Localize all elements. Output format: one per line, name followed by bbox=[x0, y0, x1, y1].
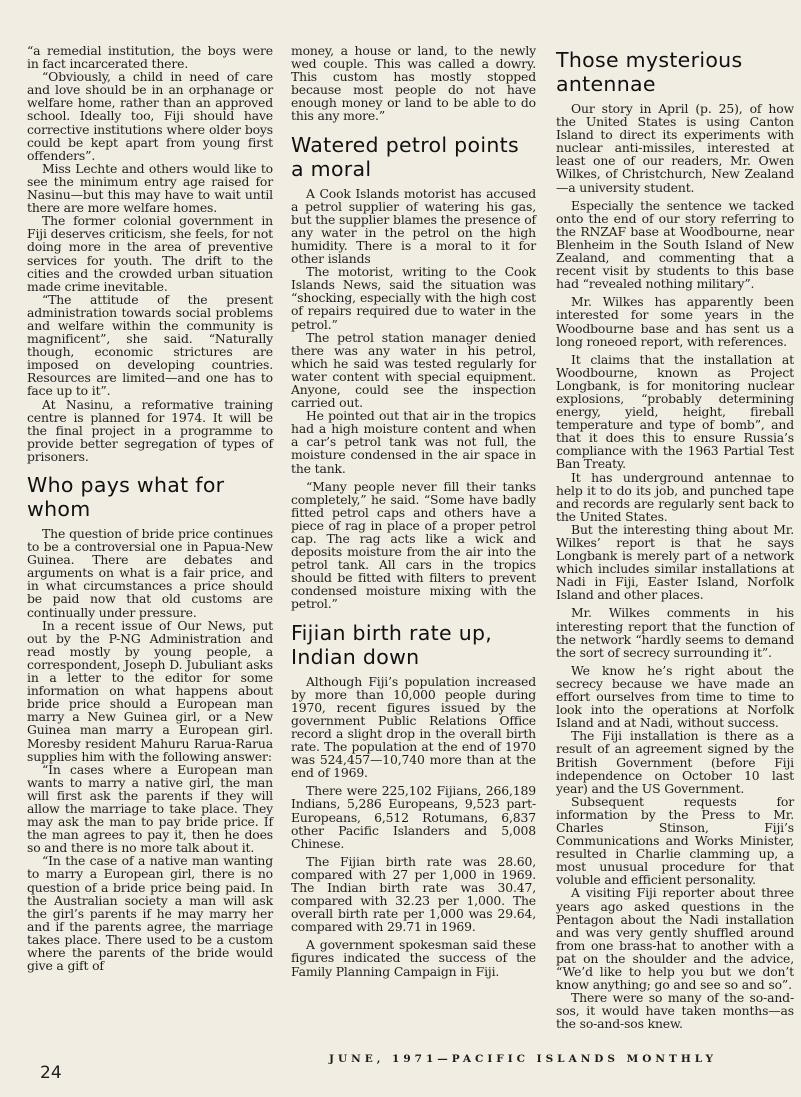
article-paragraph: Subsequent requests for information by the Press to Mr. Charles Stinson, Fiji’s Communications and Works Minister, resulted in Charlie clamming up, a most unusual procedure for that voluble and efficient personality. bbox=[556, 793, 794, 888]
footer-issue-line: JUNE, 1971—PACIFIC ISLANDS MONTHLY bbox=[329, 1053, 717, 1065]
article-paragraph: Especially the sentence we tacked onto the end of our story referring to the RNZAF base at Woodbourne, near Blenheim in the South Island of New Zealand, and commenting that a recent visit by students to this base had “revealed nothing military”. bbox=[556, 197, 794, 292]
article-paragraph: The petrol station manager denied there was any water in his petrol, which he said was tested regularly for water content with special equipment. Anyone, could see the inspection carried out. bbox=[291, 329, 536, 411]
article-paragraph: It has underground antennae to help it to do its job, and punched tape and records are regularly sent back to the United States. bbox=[556, 469, 794, 524]
article-paragraph: A visiting Fiji reporter about three years ago asked questions in the Pentagon about the Nadi installation and was very gently shuffled around from one brass-hat to another with a pat on the shoulder and the advice, “We’d like to help you but we don’t know anything; go and see so and so”. bbox=[556, 885, 794, 993]
article-paragraph: He pointed out that air in the tropics had a high moisture content and when a car’s petrol tank was not full, the moisture condensed in the air space in the tank. bbox=[291, 408, 536, 476]
headline-watered-petrol: Watered petrol points a moral bbox=[291, 132, 519, 181]
article-paragraph: Although Fiji’s population increased by more than 10,000 people during 1970, recent figures issued by the government Public Relations Office record a slight drop in the overall birth rate. The population at the end of 1970 was 524,457—10,740 more than at the end of 1969. bbox=[291, 673, 536, 781]
article-paragraph: There were so many of the so-and-sos, it would have taken months—as the so-and-sos knew. bbox=[556, 990, 794, 1032]
article-paragraph: Mr. Wilkes has apparently been interested for some years in the Woodbourne base and has sent us a long roneoed report, with references. bbox=[556, 294, 794, 349]
article-paragraph: money, a house or land, to the newly wed couple. This was called a dowry. This custom has mostly stopped because most people do not have enough money or land to be able to do this any more.” bbox=[291, 43, 536, 124]
article-paragraph: But the interesting thing about Mr. Wilkes’ report is that he says Longbank is merely part of a network which includes similar installations at Nadi in Fiji, Easter Island, Norfolk Island and other places. bbox=[556, 521, 794, 603]
headline-birth-rate: Fijian birth rate up, Indian down bbox=[291, 620, 493, 669]
article-paragraph: The question of bride price continues to be a controversial one in Papua-New Guinea. There are debates and arguments on what is a fair price, and in what circumstances a price should be paid now that old customs are continually under pressure. bbox=[27, 526, 273, 620]
article-paragraph: “The attitude of the present administration towards social problems and welfare within the community is magnificent”, she said. “Naturally though, economic strictures are imposed on developing countries. Resources are limited—and one has to face up to it”. bbox=[27, 291, 273, 399]
article-paragraph: At Nasinu, a reformative training centre is planned for 1974. It will be the final project in a programme to provide better segregation of types of prisoners. bbox=[27, 396, 273, 464]
article-paragraph: Miss Lechte and others would like to see the minimum entry age raised for Nasinu—but this may have to wait until there are more welfare homes. bbox=[27, 160, 273, 216]
article-paragraph: There were 225,102 Fijians, 266,189 Indians, 5,286 Europeans, 9,523 part-Europeans, 6,512 Rotumans, 6,837 other Pacific Islanders and 5,008 Chinese. bbox=[291, 783, 536, 851]
article-paragraph: The Fiji installation is there as a result of an agreement signed by the British Government (before Fiji independence on October 10 last year) and the US Government. bbox=[556, 728, 794, 796]
column-right bbox=[556, 48, 794, 1030]
article-paragraph: We know he’s right about the secrecy because we have made an effort ourselves from time to time to look into the operations at Norfolk Island and at Nadi, without success. bbox=[556, 662, 794, 731]
article-paragraph: “a remedial institution, the boys were in fact incarcerated there. bbox=[27, 43, 273, 72]
article-paragraph: “Many people never fill their tanks completely,” he said. “Some have badly fitted petrol caps and others have a piece of rag in place of a proper petrol cap. The rag acts like a wick and deposits moisture from the air into the petrol tank. All cars in the tropics should be fitted with filters to prevent condensed moisture mixing with the petrol.” bbox=[291, 478, 536, 612]
headline-antennae: Those mysterious antennae bbox=[556, 48, 743, 96]
headline-bride-price: Who pays what for whom bbox=[27, 473, 225, 521]
article-paragraph: A government spokesman said these figures indicated the success of the Family Planning Campaign in Fiji. bbox=[291, 937, 536, 979]
article-paragraph: Our story in April (p. 25), of how the United States is using Canton Island to direct its experiments with nuclear anti-missiles, interested at least one of our readers, Mr. Owen Wilkes, of Christchurch, New Zealand—a university student. bbox=[556, 101, 794, 195]
column-left bbox=[27, 44, 273, 972]
article-paragraph: Mr. Wilkes comments in his interesting report that the function of the network “hardly seems to demand the sort of secrecy surrounding it”. bbox=[556, 605, 794, 660]
article-paragraph: The Fijian birth rate was 28.60, compared with 27 per 1,000 in 1969. The Indian birth rate was 30.47, compared with 32.23 per 1,000. The overall birth rate per 1,000 was 29.64, compared with 29.71 in 1969. bbox=[291, 853, 536, 935]
column-middle bbox=[291, 44, 536, 978]
article-paragraph: “Obviously, a child in need of care and love should be in an orphanage or welfare home, rather than an approved school. Ideally too, Fiji should have corrective institutions where older boys could be kept apart from young first offenders”. bbox=[27, 69, 273, 163]
article-paragraph: In a recent issue of Our News, put out by the P-NG Administration and read mostly by young people, a correspondent, Joseph D. Jubuliant asks in a letter to the editor for some information on what happens about bride price should a European man marry a New Guinea girl, or a New Guinea man marry a European girl. Moresby resident Mahuru Rarua-Rarua supplies him with the following answer: bbox=[27, 617, 273, 764]
article-paragraph: The motorist, writing to the Cook Islands News, said the situation was “shocking, especially with the high cost of repairs required due to water in the petrol.” bbox=[291, 264, 536, 332]
article-paragraph: A Cook Islands motorist has accused a petrol supplier of watering his gas, but the supplier blames the presence of any water in the petrol on the high humidity. There is a moral to it for other islands bbox=[291, 185, 536, 267]
article-paragraph: The former colonial government in Fiji deserves criticism, she feels, for not doing more in the area of preventive services for youth. The drift to the cities and the crowded urban situation made crime inevitable. bbox=[27, 213, 273, 294]
article-paragraph: “In the case of a native man wanting to marry a European girl, there is no question of a bride price being paid. In the Australian society a man will ask the girl’s parents if he may marry her and if the parents agree, the marriage takes place. There used to be a custom where the parents of the bride would give a gift of bbox=[27, 853, 273, 974]
article-paragraph: It claims that the installation at Woodbourne, known as Project Longbank, is for monitoring nuclear explosions, “probably determining energy, yield, height, fireball temperature and type of bomb”, and that it does this to ensure Russia’s compliance with the 1963 Partial Test Ban Treaty. bbox=[556, 351, 794, 472]
article-paragraph: “In cases where a European man wants to marry a native girl, the man will first ask the parents if they will allow the marriage to take place. They may ask the man to pay bride price. If the man agrees to pay it, then he does so and there is no more talk about it. bbox=[27, 761, 273, 856]
page-number: 24 bbox=[40, 1063, 62, 1083]
